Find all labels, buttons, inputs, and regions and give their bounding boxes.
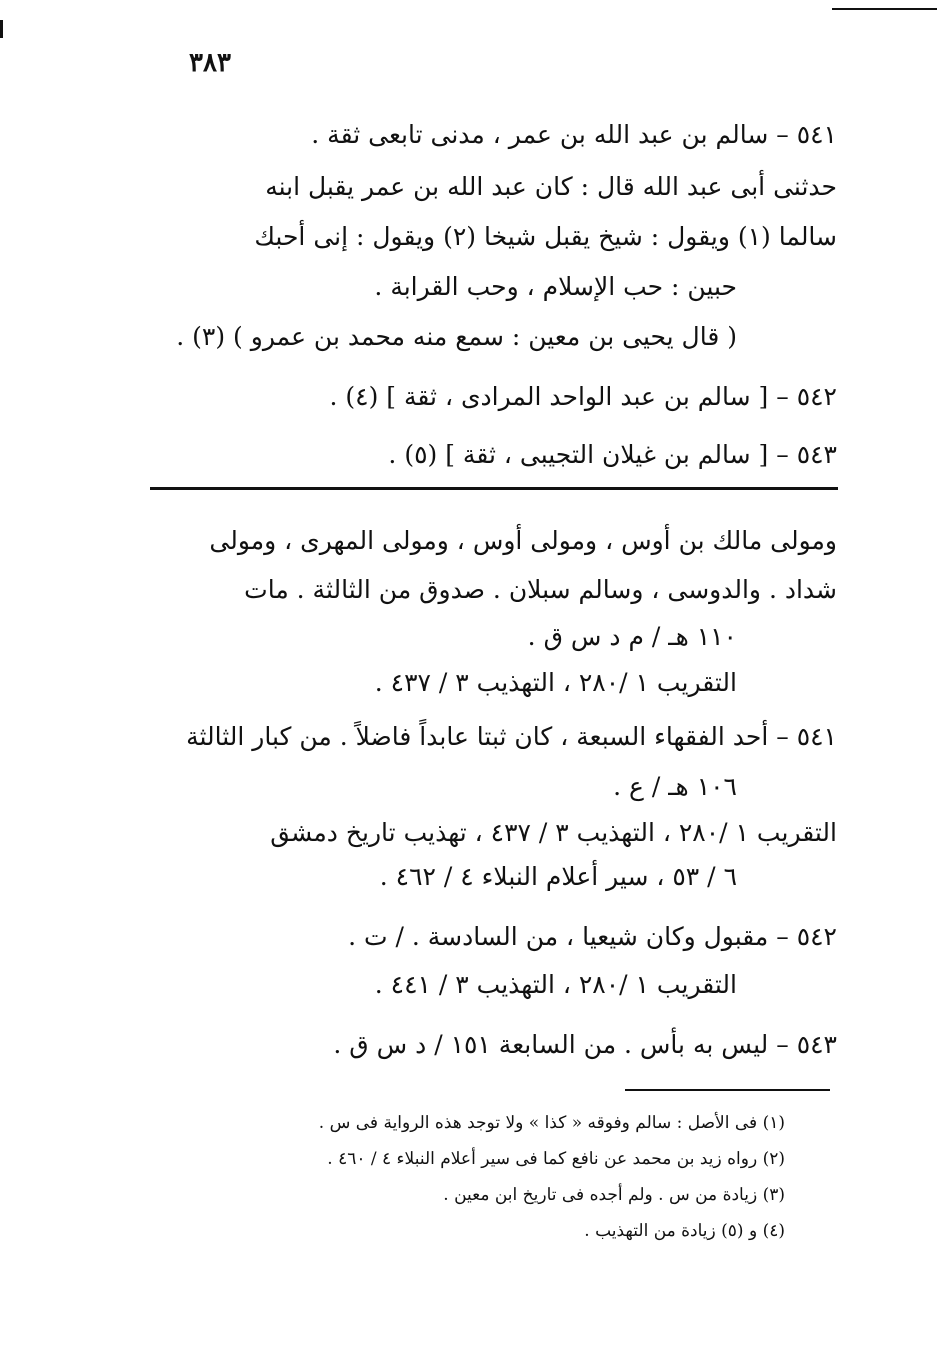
entry-541-text-line: سالما (١) ويقول : شيخ يقبل شيخا (٢) ويقول : إنى أحبك <box>254 222 837 251</box>
scan-mark <box>832 8 937 10</box>
entry-543-heading: ٥٤٣ – [ سالم بن غيلان التجيبى ، ثقة ] (٥) . <box>388 440 837 469</box>
note-line: ومولى مالك بن أوس ، ومولى أوس ، ومولى المهرى ، ومولى <box>209 526 837 555</box>
footnote-2: (٢) رواه زيد بن محمد عن نافع كما فى سير أعلام النبلاء ٤ / ٤٦٠ . <box>327 1149 785 1169</box>
entry-541-text-line: حدثنى أبى عبد الله قال : كان عبد الله بن عمر يقبل ابنه <box>265 172 837 201</box>
footnote-3: (٣) زيادة من س . ولم أجده فى تاريخ ابن معين . <box>443 1185 785 1205</box>
note-line: التقريب ١ /٢٨٠ ، التهذيب ٣ / ٤٤١ . <box>374 970 737 999</box>
note-line: ١٠٦ هـ / ع . <box>613 772 737 801</box>
note-line: التقريب ١ /٢٨٠ ، التهذيب ٣ / ٤٣٧ ، تهذيب تاريخ دمشق <box>270 818 837 847</box>
footnote-4: (٤) و (٥) زيادة من التهذيب . <box>584 1221 785 1241</box>
entry-541-text-line: ( قال يحيى بن معين : سمع منه محمد بن عمرو ) (٣) . <box>176 322 737 351</box>
note-line: ٦ / ٥٣ ، سير أعلام النبلاء ٤ / ٤٦٢ . <box>379 862 737 891</box>
note-line: ١١٠ هـ / م د س ق . <box>527 622 737 651</box>
entry-541-heading: ٥٤١ – سالم بن عبد الله بن عمر ، مدنى تابعى ثقة . <box>311 120 837 149</box>
footnote-1: (١) فى الأصل : سالم وفوقه « كذا » ولا توجد هذه الرواية فى س . <box>318 1113 785 1133</box>
note-542: ٥٤٢ – مقبول وكان شيعيا ، من السادسة . / ت . <box>348 922 837 951</box>
section-divider <box>150 487 838 490</box>
footnote-divider <box>625 1089 830 1091</box>
note-543: ٥٤٣ – ليس به بأس . من السابعة ١٥١ / د س ق . <box>333 1030 837 1059</box>
note-line: شداد . والدوسى ، وسالم سبلان . صدوق من الثالثة . مات <box>244 575 837 604</box>
scan-mark <box>0 20 3 38</box>
entry-541-text-line: حبين : حب الإسلام ، وحب القرابة . <box>374 272 737 301</box>
page-number: ٣٨٣ <box>189 48 231 78</box>
note-541: ٥٤١ – أحد الفقهاء السبعة ، كان ثبتا عابداً فاضلاً . من كبار الثالثة <box>186 722 837 751</box>
note-line: التقريب ١ /٢٨٠ ، التهذيب ٣ / ٤٣٧ . <box>374 668 737 697</box>
entry-542-heading: ٥٤٢ – [ سالم بن عبد الواحد المرادى ، ثقة ] (٤) . <box>329 382 837 411</box>
